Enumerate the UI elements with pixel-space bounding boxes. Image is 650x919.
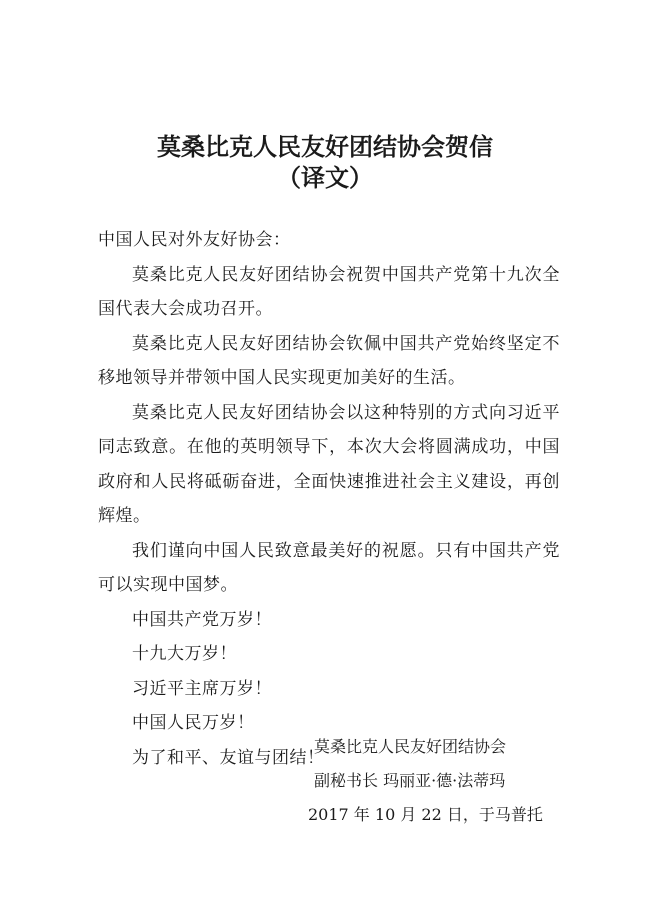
cheer-line: 十九大万岁！ <box>132 644 237 664</box>
cheer-line: 中国共产党万岁！ <box>132 609 272 630</box>
cheer-line: 为了和平、友谊与团结！ <box>132 747 325 768</box>
paragraph-admiration: 莫桑比克人民友好团结协会钦佩中国共产党始终坚定不移地领导并带领中国人民实现更加美好的生活。 <box>98 333 560 388</box>
signature-date-place: 2017 年 10 月 22 日，于马普托 <box>308 805 543 824</box>
salutation: 中国人民对外友好协会： <box>98 230 291 250</box>
cheer-line: 中国人民万岁！ <box>132 713 255 733</box>
letter-title: 莫桑比克人民友好团结协会贺信 <box>157 133 493 161</box>
paragraph-congratulation: 莫桑比克人民友好团结协会祝贺中国共产党第十九次全国代表大会成功召开。 <box>98 264 560 319</box>
letter-subtitle: （译文） <box>277 164 373 192</box>
paragraph-tribute: 莫桑比克人民友好团结协会以这种特别的方式向习近平同志致意。在他的英明领导下，本次大会将圆满成功，中国政府和人民将砥砺奋进，全面快速推进社会主义建设，再创辉煌。 <box>98 402 560 526</box>
signature-block <box>300 730 560 832</box>
paragraph-wishes: 我们谨向中国人民致意最美好的祝愿。只有中国共产党可以实现中国梦。 <box>98 540 560 595</box>
signature-signer: 副秘书长 玛丽亚·德·法蒂玛 <box>314 771 506 790</box>
cheer-line: 习近平主席万岁！ <box>132 678 272 699</box>
letter-body <box>98 223 560 775</box>
signature-organization: 莫桑比克人民友好团结协会 <box>314 737 507 756</box>
